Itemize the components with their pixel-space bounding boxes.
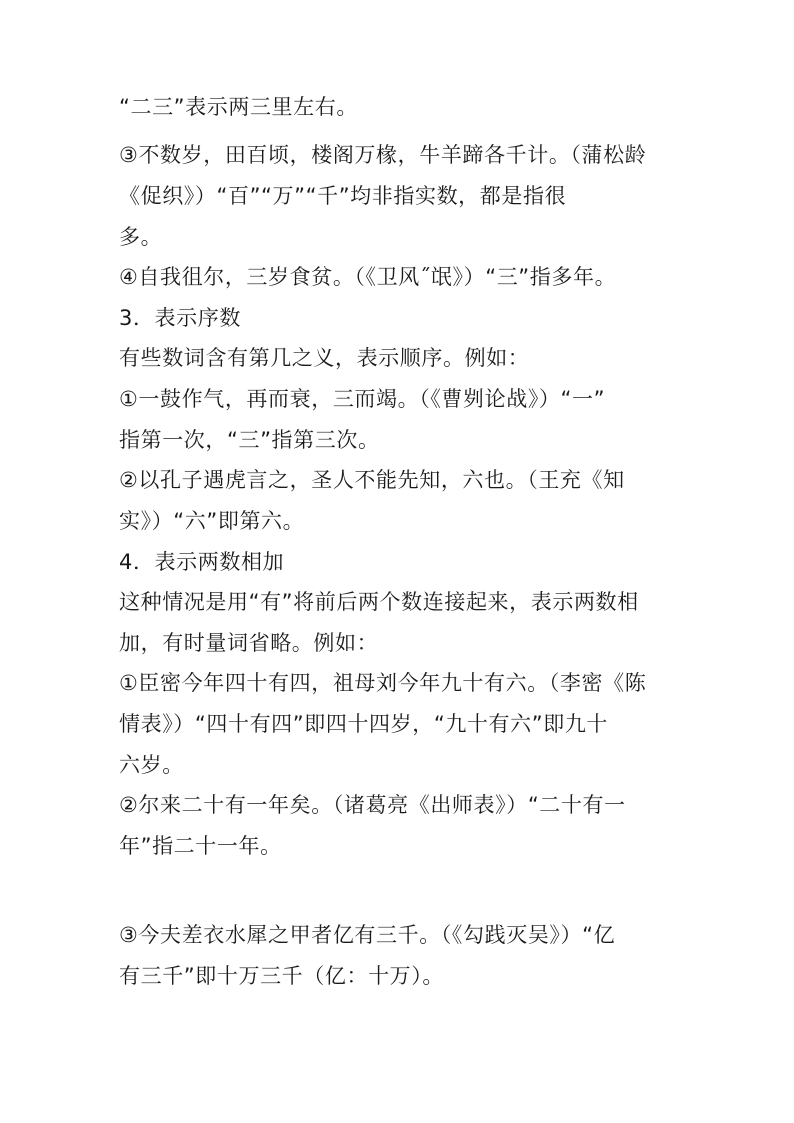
text-line: ③不数岁，田百顷，楼阁万椽，牛羊蹄各千计。（蒲松龄 <box>119 143 647 167</box>
text-line: ②尔来二十有一年矣。（诸葛亮《出师表》）“二十有一 <box>119 793 626 817</box>
section-heading: 3．表示序数 <box>119 306 241 330</box>
text-line: 有三千”即十万三千（亿：十万）。 <box>119 964 444 988</box>
section-heading: 4．表示两数相加 <box>119 550 285 574</box>
text-line: 指第一次，“三”指第三次。 <box>119 428 380 452</box>
text-line: ①一鼓作气，再而衰，三而竭。（《曹刿论战》）“一” <box>119 387 606 411</box>
text-line: “二三”表示两三里左右。 <box>119 95 358 119</box>
text-line: ④自我徂尔，三岁食贫。（《卫风˝氓》）“三”指多年。 <box>119 265 617 289</box>
text-line: 年”指二十一年。 <box>119 834 282 858</box>
text-line: 有些数词含有第几之义，表示顺序。例如： <box>119 346 530 370</box>
text-line: 情表》）“四十有四”即四十四岁，“九十有六”即九十 <box>119 712 609 736</box>
text-line: 多。 <box>119 225 163 249</box>
text-line: ③今夫差衣水犀之甲者亿有三千。（《勾践灭吴》）“亿 <box>119 923 616 947</box>
text-line: 加，有时量词省略。例如： <box>119 631 379 655</box>
text-line: 实》）“六”即第六。 <box>119 509 305 533</box>
text-line: 这种情况是用“有”将前后两个数连接起来，表示两数相 <box>119 590 639 614</box>
text-line: 六岁。 <box>119 753 184 777</box>
text-line: ①臣密今年四十有四，祖母刘今年九十有六。（李密《陈 <box>119 671 647 695</box>
text-line: 《促织》）“百”“万”“千”均非指实数，都是指很 <box>119 184 567 208</box>
text-line: ②以孔子遇虎言之，圣人不能先知，六也。（王充《知 <box>119 468 625 492</box>
